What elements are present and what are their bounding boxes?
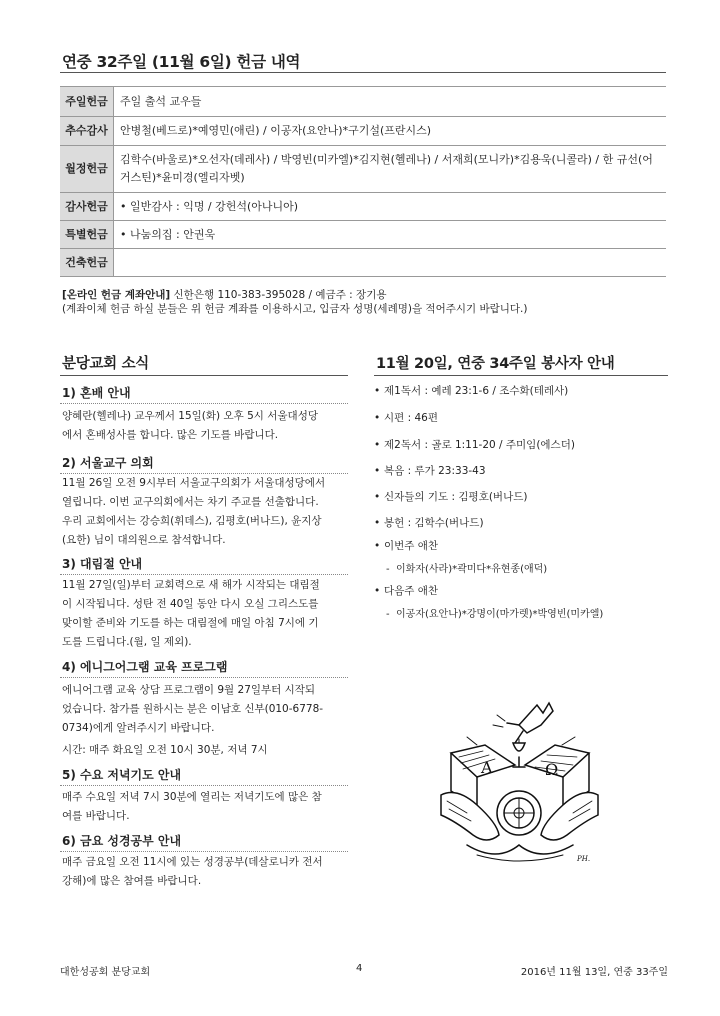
divider bbox=[60, 574, 348, 575]
table-row bbox=[60, 87, 666, 117]
news-body bbox=[62, 853, 323, 891]
row-value: • 나눔의집 : 안권욱 bbox=[114, 221, 667, 249]
list-item: • 봉헌 : 김학수(버나드) bbox=[374, 517, 484, 529]
news-heading: 2) 서울교구 의회 bbox=[62, 456, 154, 470]
news-line: 열립니다. 이번 교구의회에서는 차기 주교를 선출합니다. bbox=[62, 496, 319, 508]
news-line: 이 시작됩니다. 성탄 전 40일 동안 다시 오실 그리스도를 bbox=[62, 598, 319, 610]
list-item: • 제2독서 : 골로 1:11-20 / 주미임(에스더) bbox=[374, 439, 575, 451]
table-row bbox=[60, 221, 666, 249]
table-row bbox=[60, 193, 666, 221]
divider bbox=[60, 677, 348, 678]
artist-signature: PH. bbox=[577, 855, 591, 863]
news-line: 여를 바랍니다. bbox=[62, 810, 130, 822]
news-line: 11월 26일 오전 9시부터 서울교구의회가 서울대성당에서 bbox=[62, 477, 326, 489]
divider bbox=[60, 851, 348, 852]
page-number: 4 bbox=[356, 963, 363, 974]
list-item: • 이번주 애찬 bbox=[374, 540, 439, 552]
svg-text:A: A bbox=[481, 758, 493, 777]
row-label: 특별헌금 bbox=[60, 221, 114, 249]
list-item: - 이공자(요안나)*강명이(마가렛)*박영빈(미카엘) bbox=[386, 609, 604, 620]
news-line: (요한) 님이 대의원으로 참석합니다. bbox=[62, 534, 226, 546]
divider bbox=[60, 785, 348, 786]
row-value: 안병철(베드로)*예영민(애린) / 이공자(요안나)*구기설(프란시스) bbox=[114, 117, 667, 146]
news-line: 도를 드립니다.(월, 일 제외). bbox=[62, 636, 192, 648]
online-label: [온라인 헌금 계좌안내] bbox=[62, 289, 171, 301]
list-item: • 시편 : 46편 bbox=[374, 412, 439, 424]
news-line: 에니어그램 교육 상담 프로그램이 9월 27일부터 시작되 bbox=[62, 684, 316, 696]
row-value: • 일반감사 : 익명 / 강헌석(아나니아) bbox=[114, 193, 667, 221]
row-value bbox=[114, 249, 667, 277]
footer-right: 2016년 11월 13일, 연중 33주일 bbox=[520, 967, 668, 978]
table-row bbox=[60, 249, 666, 277]
divider bbox=[60, 72, 666, 73]
news-line: 매주 수요일 저녁 7시 30분에 열리는 저녁기도에 많은 참 bbox=[62, 791, 322, 803]
row-label: 월정헌금 bbox=[60, 146, 114, 193]
list-item: • 다음주 애찬 bbox=[374, 585, 439, 597]
svg-text:Ω: Ω bbox=[545, 760, 559, 779]
list-item: • 신자들의 기도 : 김평호(버나드) bbox=[374, 491, 528, 503]
online-note: (계좌이체 헌금 하실 분들은 위 헌금 계좌를 이용하시고, 입금자 성명(세례명)을 적어주시기 바랍니다.) bbox=[62, 303, 528, 315]
list-item: • 제1독서 : 예레 23:1-6 / 조수화(테레사) bbox=[374, 385, 569, 397]
news-line: 11월 27일(일)부터 교회력으로 새 해가 시작되는 대림절 bbox=[62, 579, 320, 591]
row-value: 김학수(바울로)*오선자(데레사) / 박영빈(미카엘)*김지현(헬레나) / 서재희(모니카)*김용욱(니콜라) / 한 규선(어거스틴)*윤미경(엘리자벳) bbox=[114, 146, 667, 193]
news-line: 양혜란(헬레나) 교우께서 15일(화) 오후 5시 서울대성당 bbox=[62, 410, 318, 422]
list-item: - 이화자(사라)*곽미다*유현종(애덕) bbox=[386, 564, 548, 575]
online-account: 신한은행 110-383-395028 / 예금주 : 장기용 bbox=[170, 289, 387, 301]
news-line: 맞이할 준비와 기도를 하는 대림절에 매일 아침 7시에 기 bbox=[62, 617, 319, 629]
news-line: 시간: 매주 화요일 오전 10시 30분, 저녁 7시 bbox=[62, 744, 268, 756]
row-label: 추수감사 bbox=[60, 117, 114, 146]
news-body bbox=[62, 474, 325, 550]
news-line: 0734)에게 알려주시기 바랍니다. bbox=[62, 722, 215, 734]
online-account-info bbox=[62, 288, 662, 316]
row-value: 주일 출석 교우들 bbox=[114, 87, 667, 117]
footer-left: 대한성공회 분당교회 bbox=[60, 967, 151, 978]
divider bbox=[60, 403, 348, 404]
news-line: 었습니다. 참가를 원하시는 분은 이남호 신부(010-6778- bbox=[62, 703, 324, 715]
table-row bbox=[60, 146, 666, 193]
divider bbox=[60, 375, 348, 376]
news-heading: 3) 대림절 안내 bbox=[62, 557, 143, 571]
news-body bbox=[62, 681, 323, 760]
news-heading: 4) 에니그어그램 교육 프로그램 bbox=[62, 660, 228, 674]
news-line: 매주 금요일 오전 11시에 있는 성경공부(데살로니카 전서 bbox=[62, 856, 323, 868]
news-heading: 6) 금요 성경공부 안내 bbox=[62, 834, 182, 848]
row-label: 주일헌금 bbox=[60, 87, 114, 117]
news-body bbox=[62, 576, 320, 652]
row-label: 건축헌금 bbox=[60, 249, 114, 277]
table-row bbox=[60, 117, 666, 146]
list-item: • 복음 : 루가 23:33-43 bbox=[374, 465, 486, 477]
news-line: 에서 혼배성사를 합니다. 많은 기도를 바랍니다. bbox=[62, 429, 279, 441]
offering-table bbox=[60, 86, 666, 277]
divider bbox=[374, 375, 668, 376]
news-line: 우리 교회에서는 강승희(휘데스), 김평호(버나드), 윤지상 bbox=[62, 515, 322, 527]
altar-illustration-icon bbox=[437, 695, 602, 867]
news-title: 분당교회 소식 bbox=[62, 356, 149, 372]
servers-title: 11월 20일, 연중 34주일 봉사자 안내 bbox=[376, 356, 615, 372]
news-line: 강해)에 많은 참여를 바랍니다. bbox=[62, 875, 202, 887]
news-heading: 5) 수요 저녁기도 안내 bbox=[62, 768, 182, 782]
row-label: 감사헌금 bbox=[60, 193, 114, 221]
news-body bbox=[62, 788, 322, 826]
news-heading: 1) 혼배 안내 bbox=[62, 386, 131, 400]
news-body bbox=[62, 407, 318, 445]
offering-title: 연중 32주일 (11월 6일) 헌금 내역 bbox=[62, 53, 301, 71]
